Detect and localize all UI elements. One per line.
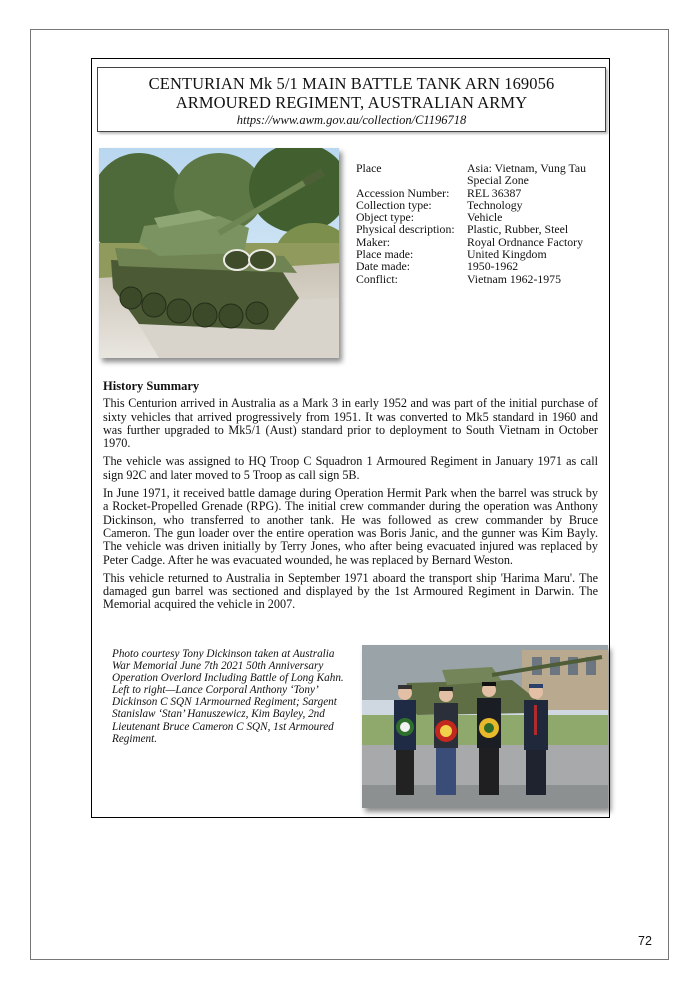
detail-label: Place made:: [356, 247, 414, 262]
page-title-line-2: ARMOURED REGIMENT, AUSTRALIAN ARMY: [175, 93, 528, 112]
detail-label: Object type:: [356, 210, 414, 225]
title-box: [97, 67, 606, 132]
detail-value: Plastic, Rubber, Steel: [467, 222, 569, 237]
history-paragraph: The vehicle was assigned to HQ Troop C Squadron 1 Armoured Regiment in January 1971 as call sign 92C and later moved to 5 Troop as call sign 5B.: [103, 454, 598, 482]
detail-label: Maker:: [356, 234, 391, 249]
source-url: https://www.awm.gov.au/collection/C1196718: [236, 113, 467, 127]
detail-label: Accession Number:: [356, 185, 450, 200]
detail-value: United Kingdom: [467, 247, 547, 262]
detail-value: 1950-1962: [467, 259, 519, 274]
tank-photo: [99, 148, 339, 358]
detail-value: Asia: Vietnam, Vung Tau Special Zone: [467, 161, 586, 188]
detail-row: [356, 273, 606, 285]
detail-value: Technology: [467, 197, 523, 212]
history-heading: History Summary: [103, 379, 200, 393]
detail-label: Physical description:: [356, 222, 455, 237]
history-paragraph: In June 1971, it received battle damage during Operation Hermit Park when the barrel was struck by a Rocket-Propelled Grenade (RPG). The initial crew commander during the operation was Anthony Dickinson, who transferred to another tank. He was followed as crew commander by Bruce Cameron. The gun loader over the entire operation was Boris Janic, and the gunner was Kim Bayly. The vehicle was driven initially by Terry Jones, who after being evacuated injured was replaced by Peter Cadge. After he was evacuated wounded, he was replaced by Bernard Weston.: [103, 486, 598, 567]
detail-row: [356, 223, 606, 235]
page-number: 72: [638, 934, 652, 948]
history-paragraph: This Centurion arrived in Australia as a Mark 3 in early 1952 and was part of the initial purchase of sixty vehicles that arrived progressively from 1951. It was converted to Mk5 standard in 1960 and was further upgraded to Mk5/1 (Aust) standard prior to deployment to South Vietnam in October 1970.: [103, 396, 598, 451]
detail-label: Place: [356, 161, 382, 175]
page-title-line-1: CENTURIAN Mk 5/1 MAIN BATTLE TANK ARN 169056: [148, 74, 555, 93]
detail-label: Collection type:: [356, 197, 432, 212]
veterans-photo: [362, 645, 608, 808]
photo-caption: Photo courtesy Tony Dickinson taken at Australia War Memorial June 7th 2021 50th Anniversary Operation Overlord Including Battle of Long Kahn. Left to right—Lance Corporal Anthony ‘Tony’ Dickinson C SQN 1Armourned Regiment; Sargent Stanislaw ‘Stan’ Hanuszewicz, Kim Bayley, 2nd Lieutenant Bruce Cameron C SQN, 1st Armoured Regiment.: [112, 648, 344, 745]
history-paragraph: This vehicle returned to Australia in September 1971 aboard the transport ship 'Harima Maru'. The damaged gun barrel was sectioned and displayed by the 1st Armoured Regiment in Darwin. The Memorial acquired the vehicle in 2007.: [103, 570, 598, 612]
detail-value: Vietnam 1962-1975: [467, 271, 561, 286]
history-summary: [103, 380, 598, 617]
detail-value: Royal Ordnance Factory: [467, 234, 583, 249]
detail-value: REL 36387: [467, 185, 522, 200]
detail-label: Date made:: [356, 259, 411, 274]
detail-value: Vehicle: [467, 210, 503, 225]
detail-row: [356, 162, 606, 187]
detail-row: [356, 260, 606, 272]
object-details: [356, 162, 606, 285]
detail-label: Conflict:: [356, 271, 398, 286]
